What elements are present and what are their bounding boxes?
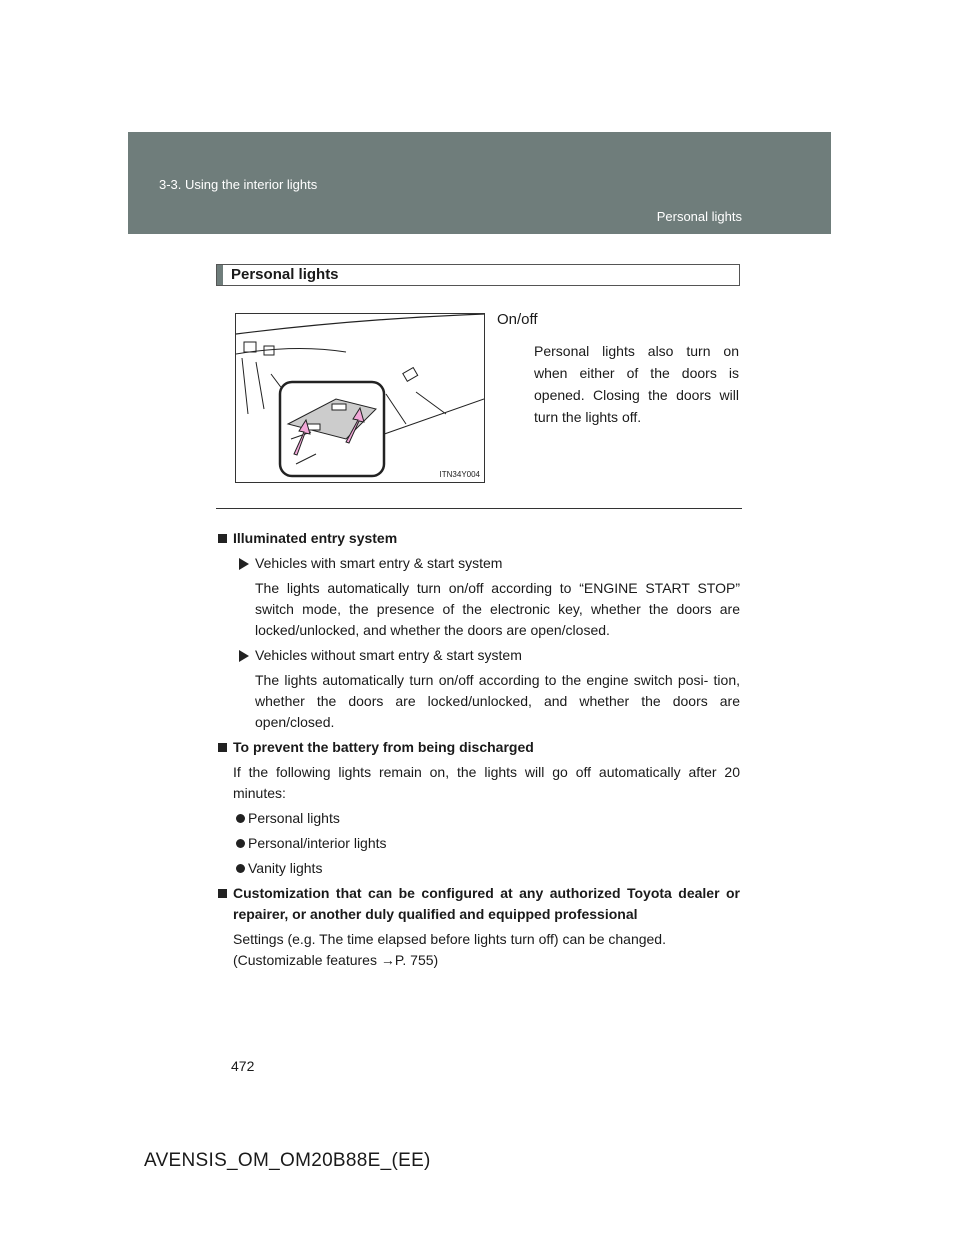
without-smart-entry-label: Vehicles without smart entry & start system (216, 645, 740, 666)
title-accent-bar (217, 265, 223, 285)
section-title: Personal lights (231, 266, 339, 283)
customization-reference: (Customizable features →P. 755) (233, 952, 439, 968)
onoff-label: On/off (497, 311, 538, 328)
customization-text: Settings (e.g. The time elapsed before lights turn off) can be changed. (233, 931, 666, 947)
without-smart-entry-text: The lights automatically turn on/off according to the engine switch posi- tion, whether the doors are locked/unlocked, and whether the doors are open/closed. (255, 672, 740, 730)
list-item: Personal/interior lights (216, 833, 740, 854)
page-header (128, 132, 831, 234)
list-item: Personal lights (216, 808, 740, 829)
section-title-box (216, 264, 740, 286)
entry-heading: Illuminated entry system (216, 528, 740, 549)
section-label: 3-3. Using the interior lights (159, 177, 318, 192)
with-smart-entry-label: Vehicles with smart entry & start system (216, 553, 740, 574)
onoff-description: Personal lights also turn on when either of the doors is opened. Closing the doors will turn the lights off. (534, 343, 739, 425)
ceiling-light-drawing (236, 314, 484, 482)
battery-text: If the following lights remain on, the lights will go off automatically after 20 minutes: (233, 764, 740, 801)
document-code: AVENSIS_OM_OM20B88E_(EE) (144, 1150, 431, 1171)
personal-lights-illustration (235, 313, 485, 483)
battery-heading: To prevent the battery from being discharged (216, 737, 740, 758)
with-smart-entry-text: The lights automatically turn on/off according to “ENGINE START STOP” switch mode, the presence of the electronic key, whether the doors are locked/unlocked, and whether the doors are open/closed. (255, 580, 740, 638)
notes-content (216, 528, 740, 971)
topic-label: Personal lights (656, 209, 742, 224)
figure-code: ITN34Y004 (439, 470, 480, 479)
divider-rule (216, 508, 742, 509)
list-item: Vanity lights (216, 858, 740, 879)
page-number: 472 (231, 1058, 255, 1074)
customization-heading: Customization that can be configured at any authorized Toyota dealer or repairer, or another duly qualified and equipped professional (216, 883, 740, 925)
